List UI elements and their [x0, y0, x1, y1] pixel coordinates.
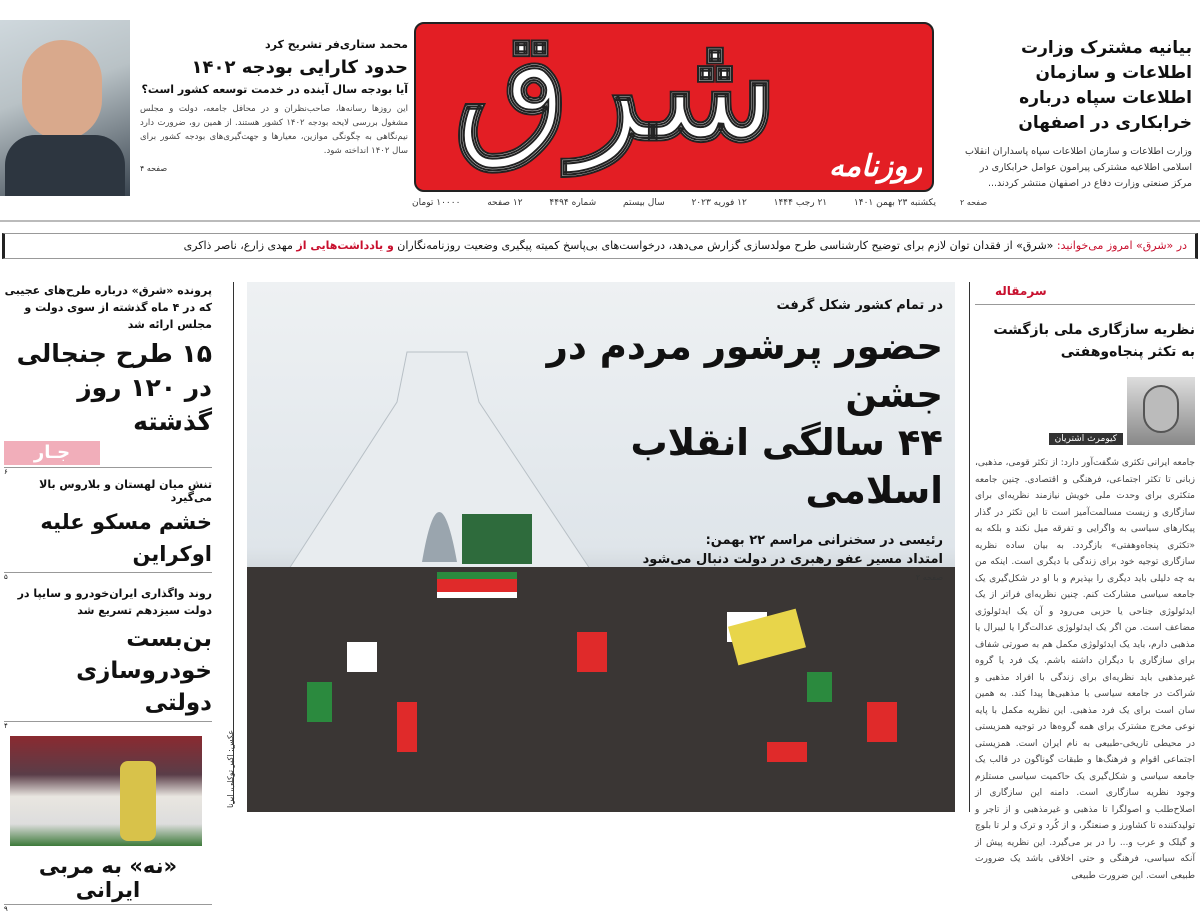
- author-photo: [1127, 377, 1195, 445]
- date-item: ۱۲ فوریه ۲۰۲۳: [691, 198, 747, 208]
- top-left-story[interactable]: [140, 38, 408, 173]
- page-ref: صفحه ۲: [960, 198, 988, 207]
- page-ref: ۶: [4, 467, 212, 476]
- date-strip: [412, 198, 936, 208]
- body: این روزها رسانه‌ها، صاحب‌نظران و در محافل جامعه، دولت و مجلس مشغول بررسی لایحه بودجه ۱۴۰۲ کشور هستند. از همین رو، ضرورت دارد نیم‌نگاهی به چگونگی موازین، معیارها و جهت‌گیری‌های بودجه کشور برای سال ۱۴۰۲ انداخته شود.: [140, 104, 408, 156]
- story-item[interactable]: [4, 585, 212, 730]
- story-item[interactable]: [4, 282, 212, 476]
- editorial-body: جامعه ایرانی تکثری شگفت‌آور دارد: از تکثر قومی، مذهبی، زبانی تا تکثر اجتماعی، فرهنگی و اقتصادی. چنین جامعه متکثری برای وحدت ملی خویش نیازمند نظریه‌ای برای سازگاری و زیست مسالمت‌آمیز است تا این تکثر در گذار پیکارهای سیاسی به واگرایی و تفرقه میل نکند و بلکه به «تکثری پنجاه‌وهفتی» بازگردد. به بیان ساده نظریه سازگاری توجیه خود برای زندگی با دیگری است. اینکه من به چه دلیلی باید دیگری را بپذیرم و با او در شکل‌گیری یک جامعه سیاسی مشارکت کنم. چنین نظریه‌ای فراتر از یک ایدئولوژی جناحی یا حزبی می‌رود و آن یک ایدئولوژی مضاعف است. من اگر یک ایدئولوژی عدالت‌گرا یا لیبرال یا مذهبی دارم، باید یک ایدئولوژی مکمل هم به صورتی شفاف برای سازگاری با دیگران داشته باشم. یک فرد یا گروه غیرمذهبی باید نظریه‌ای برای زندگی با افراد مذهبی و شراکت در جامعه سیاسی با مذهبی‌ها پیدا کند. به همین سان است برای یک فرد مذهبی. این نظریه مکمل با پایه نوعی مخرج مشترک برای همه گروه‌ها در توجیه همزیستی در محیطی تاریخی-طبیعی به نام ایران است. همزیستی اجتماعی اقوام و فرهنگ‌ها و طبقات گوناگون در قالب یک جامعه سیاسی و شکل‌گیری یک حاکمیت سیاسی مستلزم وجود نظریه سازگاری است. دامنه این سازگاری از اصلاح‌طلب و اصولگرا تا مذهبی و غیرمذهبی و از تاجر و تولیدکننده تا کشاورز و صنعتگر، و از کُرد و ترک و لر تا بلوچ و گیلک و عرب و... را در بر می‌گیرد. این نظریه پیش از آنکه سیاسی، فرهنگی و حتی اخلاقی باشد یک ضرورت طبیعی است. این ضرورت طبیعی: [975, 458, 1195, 881]
- headline[interactable]: حدود کارایی بودجه ۱۴۰۲: [191, 57, 408, 78]
- main-story[interactable]: [503, 298, 943, 582]
- date-item: شماره ۴۴۹۴: [549, 198, 597, 208]
- story-item[interactable]: [4, 478, 212, 581]
- editorial-headline[interactable]: نظریه سازگاری ملی بازگشت به تکثر پنجاه‌وهفتی: [993, 322, 1195, 360]
- date-item: ۲۱ رجب ۱۴۴۴: [773, 198, 828, 208]
- main-subhead-1: رئیسی در سخنرانی مراسم ۲۲ بهمن:: [705, 533, 943, 548]
- page-ref: ۵: [4, 572, 212, 581]
- page-ref: صفحه ۴: [140, 164, 168, 173]
- headline[interactable]: خشم مسکو علیه اوکراین: [40, 510, 212, 566]
- masthead-logo[interactable]: [414, 22, 934, 192]
- headline[interactable]: بن‌بست خودروسازی دولتی: [76, 626, 212, 716]
- teaser-label: در «شرق» امروز می‌خوانید:: [1056, 239, 1187, 252]
- top-right-headline[interactable]: بیانیه مشترک وزارت اطلاعات و سازمان اطلاعات سپاه درباره خرابکاری در اصفهان: [1018, 38, 1192, 133]
- main-photo[interactable]: [247, 282, 955, 812]
- section-label: سرمقاله: [975, 282, 1195, 305]
- kicker: روند واگذاری ایران‌خودرو و سایپا در دولت سیزدهم تسریع شد: [17, 587, 212, 617]
- date-item: ۱۲ صفحه: [487, 198, 523, 208]
- subhead: آیا بودجه سال آینده در خدمت توسعه کشور است؟: [141, 83, 408, 96]
- main-kicker: در تمام کشور شکل گرفت: [776, 298, 943, 313]
- kicker: محمد ستاری‌فر تشریح کرد: [265, 38, 408, 51]
- page-ref: ۴: [4, 721, 212, 730]
- date-item: ۱۰۰۰۰ تومان: [412, 198, 461, 208]
- story-item[interactable]: [4, 736, 212, 913]
- teaser-bar[interactable]: [2, 233, 1198, 259]
- top-right-story[interactable]: [960, 36, 1192, 207]
- logo-sub: روزنامه: [828, 149, 922, 184]
- stamp-watermark: جـار: [4, 441, 100, 465]
- column-rule: [969, 282, 970, 812]
- main-headline-2[interactable]: ۴۴ سالگی انقلاب اسلامی: [630, 421, 943, 512]
- date-item: یکشنبه ۲۳ بهمن ۱۴۰۱: [853, 198, 936, 208]
- author-name: کیومرث اشتریان: [1049, 433, 1123, 445]
- teaser-text: «شرق» از فقدان توان لازم برای توضیح کارشناسی طرح مولدسازی گزارش می‌دهد، درخواست‌های بی‌پاسخ کمیته پیگیری وضعیت روزنامه‌نگاران: [397, 239, 1054, 252]
- football-team-photo: [10, 736, 202, 846]
- date-item: سال بیستم: [622, 198, 665, 208]
- divider: [0, 220, 1200, 222]
- page-ref: ۹: [4, 904, 212, 913]
- page-ref: صفحه ۲: [915, 573, 943, 582]
- kicker: تنش میان لهستان و بلاروس بالا می‌گیرد: [39, 478, 212, 504]
- top-right-body: وزارت اطلاعات و سازمان اطلاعات سپاه پاسداران انقلاب اسلامی اطلاعیه مشترکی پیرامون عوامل خرابکاری در مرکز صنعتی وزارت دفاع در اصفهان منتشر کردند...: [965, 146, 1192, 189]
- teaser-highlight: و یادداشت‌هایی از: [296, 239, 394, 252]
- kicker: پرونده «شرق» درباره طرح‌های عجیبی که در ۴ ماه گذشته از سوی دولت و مجلس ارائه شد: [4, 284, 212, 331]
- main-headline-1[interactable]: حضور پرشور مردم در جشن: [546, 325, 943, 416]
- headline[interactable]: ۱۵ طرح جنجالی در ۱۲۰ روز گذشته: [16, 339, 212, 436]
- left-column: [4, 282, 212, 913]
- main-subhead-2: امتداد مسیر عفو رهبری در دولت دنبال می‌شود: [642, 552, 943, 567]
- author-photo: [0, 20, 130, 196]
- editorial[interactable]: [975, 282, 1195, 884]
- logo-text: شرق: [453, 22, 779, 174]
- headline[interactable]: «نه» به مربی ایرانی: [38, 854, 178, 902]
- photo-credit: عکس: اکبر توکلی، ایرنا: [226, 729, 235, 808]
- teaser-authors: مهدی زارع، ناصر ذاکری: [183, 239, 293, 252]
